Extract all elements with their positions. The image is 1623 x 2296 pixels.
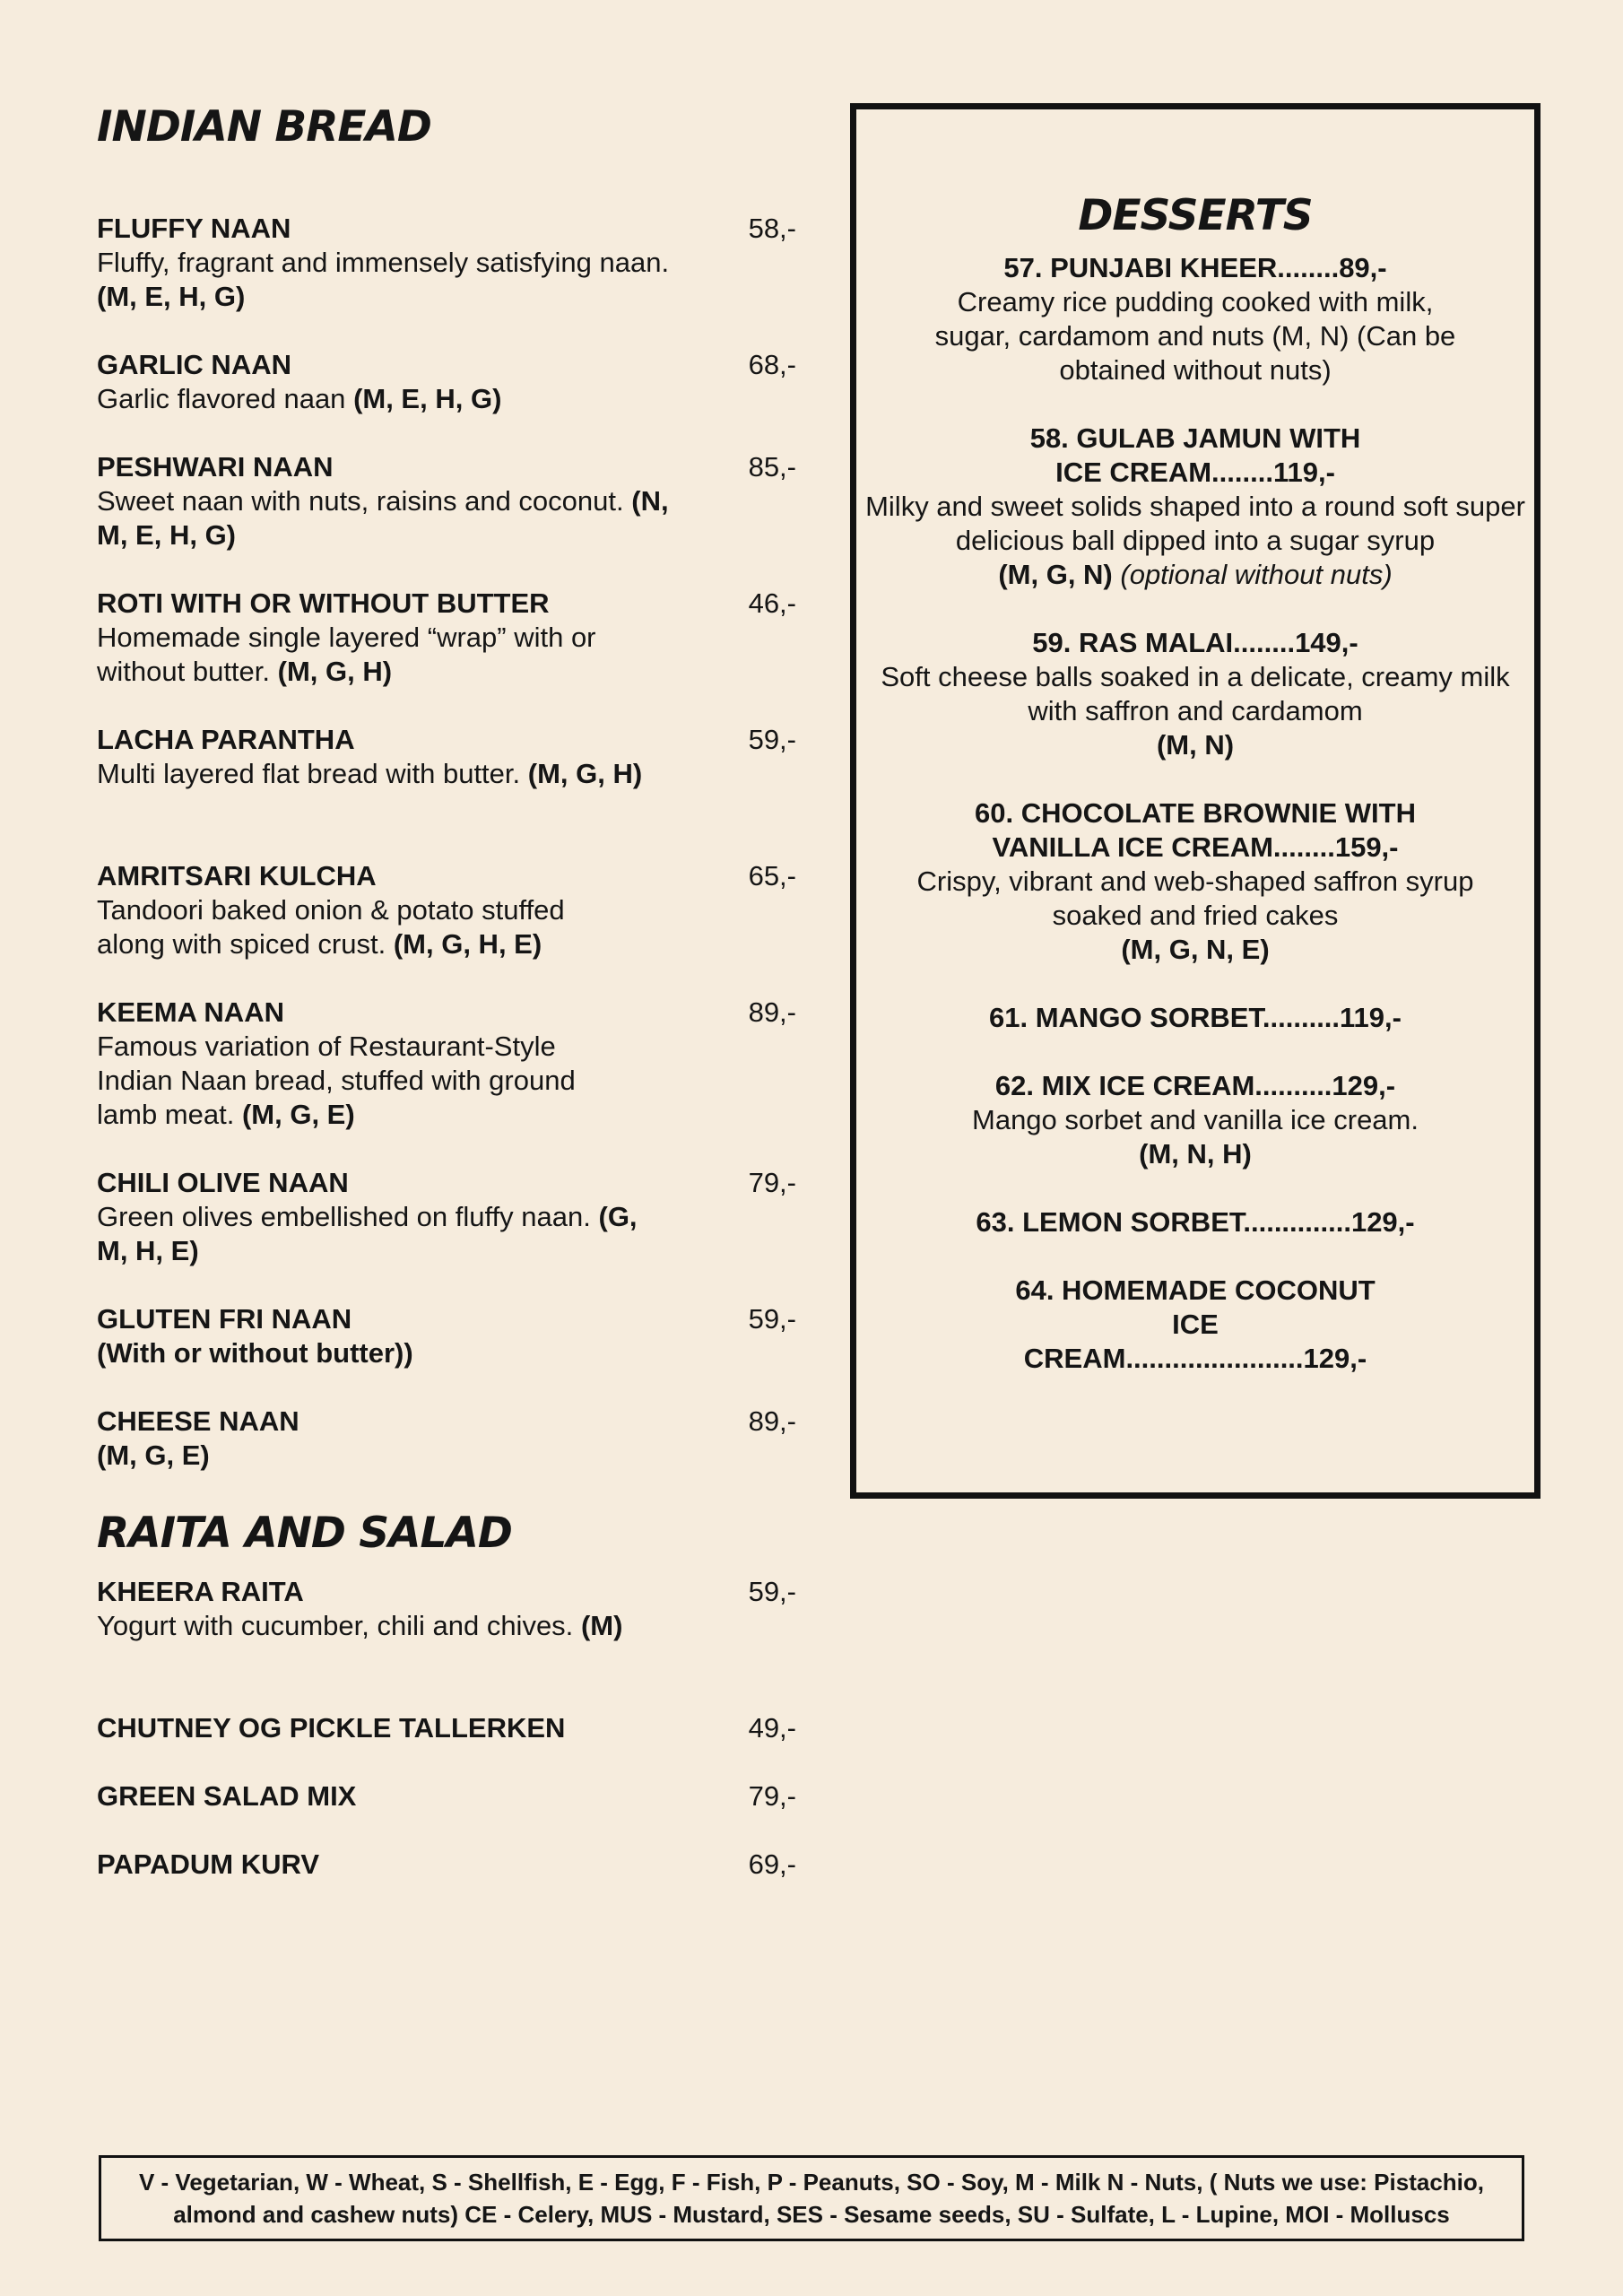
item-name: FLUFFY NAAN	[97, 213, 291, 244]
dessert-item	[856, 626, 1534, 762]
menu-item	[97, 1848, 796, 1882]
item-allergens: (G, M, H, E)	[97, 1201, 638, 1266]
menu-item	[97, 587, 796, 689]
dessert-title: 62. MIX ICE CREAM..........129,-	[994, 1070, 1396, 1101]
item-price: 49,-	[748, 1712, 796, 1744]
item-price: 65,-	[748, 860, 796, 891]
item-name: KEEMA NAAN	[97, 996, 284, 1028]
item-description: Green olives embellished on fluffy naan. (G, M, H, E)	[97, 1201, 638, 1266]
item-allergens: (With or without butter))	[97, 1337, 413, 1369]
desserts-heading: DESSERTS	[1078, 191, 1313, 240]
menu-item	[97, 996, 796, 1132]
item-price: 59,-	[748, 724, 796, 755]
menu-item	[97, 1711, 796, 1745]
item-allergens: (M, G, H, E)	[393, 928, 542, 960]
item-name: AMRITSARI KULCHA	[97, 860, 377, 891]
item-price: 46,-	[748, 587, 796, 619]
dessert-title: 58. GULAB JAMUN WITH ICE CREAM........119,-	[1029, 422, 1361, 488]
item-description: Tandoori baked onion & potato stuffed along with spiced crust. (M, G, H, E)	[97, 894, 565, 960]
dessert-allergens: (M, G, N, E)	[1121, 934, 1270, 965]
dessert-description: Soft cheese balls soaked in a delicate, creamy milk with saffron and cardamom	[881, 661, 1510, 726]
item-description: Homemade single layered “wrap” with or without butter. (M, G, H)	[97, 622, 596, 687]
item-price: 69,-	[748, 1848, 796, 1880]
raita-salad-heading: RAITA AND SALAD	[97, 1509, 512, 1558]
item-allergens: (N, M, E, H, G)	[97, 485, 669, 551]
item-price: 79,-	[748, 1780, 796, 1812]
dessert-item	[856, 251, 1534, 387]
item-name: PAPADUM KURV	[97, 1848, 320, 1880]
item-name: GLUTEN FRI NAAN	[97, 1303, 352, 1335]
allergen-legend	[99, 2155, 1524, 2241]
dessert-title: 60. CHOCOLATE BROWNIE WITH VANILLA ICE CREAM........159,-	[975, 797, 1416, 863]
item-name: CHEESE NAAN	[97, 1405, 299, 1437]
item-name: LACHA PARANTHA	[97, 724, 355, 755]
item-allergens: (M)	[580, 1610, 623, 1641]
desserts-box	[850, 103, 1541, 1499]
dessert-allergens: (M, G, N) (optional without nuts)	[998, 559, 1393, 590]
menu-item	[97, 450, 796, 552]
menu-item	[97, 1302, 796, 1370]
dessert-allergens: (M, N, H)	[1139, 1138, 1252, 1170]
dessert-description: Crispy, vibrant and web-shaped saffron syrup soaked and fried cakes	[916, 865, 1474, 931]
item-name: PESHWARI NAAN	[97, 451, 334, 483]
dessert-item	[856, 422, 1534, 592]
item-name: KHEERA RAITA	[97, 1576, 304, 1607]
item-allergens: (M, G, H)	[277, 656, 393, 687]
menu-item	[97, 1166, 796, 1268]
item-allergens: (M, G, H)	[527, 758, 643, 789]
item-allergens: (M, E, H, G)	[353, 383, 502, 414]
item-allergens: (M, G, E)	[241, 1099, 355, 1130]
dessert-title: 61. MANGO SORBET..........119,-	[989, 1002, 1402, 1033]
item-description	[97, 1439, 671, 1473]
item-name: CHILI OLIVE NAAN	[97, 1167, 349, 1198]
dessert-note: (optional without nuts)	[1120, 559, 1393, 590]
item-description: Fluffy, fragrant and immensely satisfying naan. (M, E, H, G)	[97, 247, 670, 312]
item-price: 89,-	[748, 996, 796, 1028]
allergen-legend-text: V - Vegetarian, W - Wheat, S - Shellfish, E - Egg, F - Fish, P - Peanuts, SO - Soy, M - Milk N - Nuts, ( Nuts we use: Pistachio, almond and cashew nuts) CE - Celery, MUS - Mustard, SES - Sesame seeds, SU - Sulfate, L - Lupine, MOI - Molluscs	[138, 2169, 1484, 2228]
menu-item	[97, 1575, 796, 1643]
dessert-description: Mango sorbet and vanilla ice cream.	[972, 1104, 1419, 1135]
item-price: 79,-	[748, 1167, 796, 1198]
menu-item	[97, 212, 796, 314]
dessert-description: Milky and sweet solids shaped into a round soft super delicious ball dipped into a sugar syrup	[865, 491, 1525, 556]
menu-item	[97, 723, 796, 791]
item-description: Famous variation of Restaurant-Style Indian Naan bread, stuffed with ground lamb meat. (M, G, E)	[97, 1031, 576, 1130]
menu-item	[97, 348, 796, 416]
item-name: GARLIC NAAN	[97, 349, 291, 380]
item-description: Multi layered flat bread with butter. (M, G, H)	[97, 758, 643, 789]
dessert-item	[856, 1001, 1534, 1035]
item-price: 68,-	[748, 349, 796, 380]
dessert-allergens: (M, N)	[1156, 729, 1235, 761]
item-price: 59,-	[748, 1303, 796, 1335]
dessert-title: 64. HOMEMADE COCONUT ICE CREAM.......................129,-	[1015, 1274, 1376, 1374]
menu-item	[97, 859, 796, 961]
dessert-title: 59. RAS MALAI........149,-	[1032, 627, 1358, 658]
menu-item	[97, 1405, 796, 1473]
dessert-item	[856, 1205, 1534, 1239]
item-price: 59,-	[748, 1576, 796, 1607]
dessert-item	[856, 1274, 1534, 1376]
dessert-item	[856, 1069, 1534, 1171]
dessert-title: 63. LEMON SORBET..............129,-	[976, 1206, 1415, 1238]
item-price: 89,-	[748, 1405, 796, 1437]
item-name: GREEN SALAD MIX	[97, 1780, 357, 1812]
item-description	[97, 1336, 671, 1370]
dessert-description: Creamy rice pudding cooked with milk, sugar, cardamom and nuts (M, N) (Can be obtained without nuts)	[934, 286, 1456, 386]
dessert-item	[856, 796, 1534, 967]
item-description: Yogurt with cucumber, chili and chives. (M)	[97, 1610, 623, 1641]
item-name: ROTI WITH OR WITHOUT BUTTER	[97, 587, 550, 619]
item-description: Sweet naan with nuts, raisins and coconut. (N, M, E, H, G)	[97, 485, 669, 551]
item-price: 58,-	[748, 213, 796, 244]
item-name: CHUTNEY OG PICKLE TALLERKEN	[97, 1712, 566, 1744]
item-allergens: (M, G, E)	[97, 1439, 210, 1471]
indian-bread-heading: INDIAN BREAD	[97, 102, 431, 152]
menu-item	[97, 1779, 796, 1813]
dessert-title: 57. PUNJABI KHEER........89,-	[1003, 252, 1387, 283]
item-allergens: (M, E, H, G)	[97, 281, 246, 312]
item-price: 85,-	[748, 451, 796, 483]
item-description: Garlic flavored naan (M, E, H, G)	[97, 383, 502, 414]
